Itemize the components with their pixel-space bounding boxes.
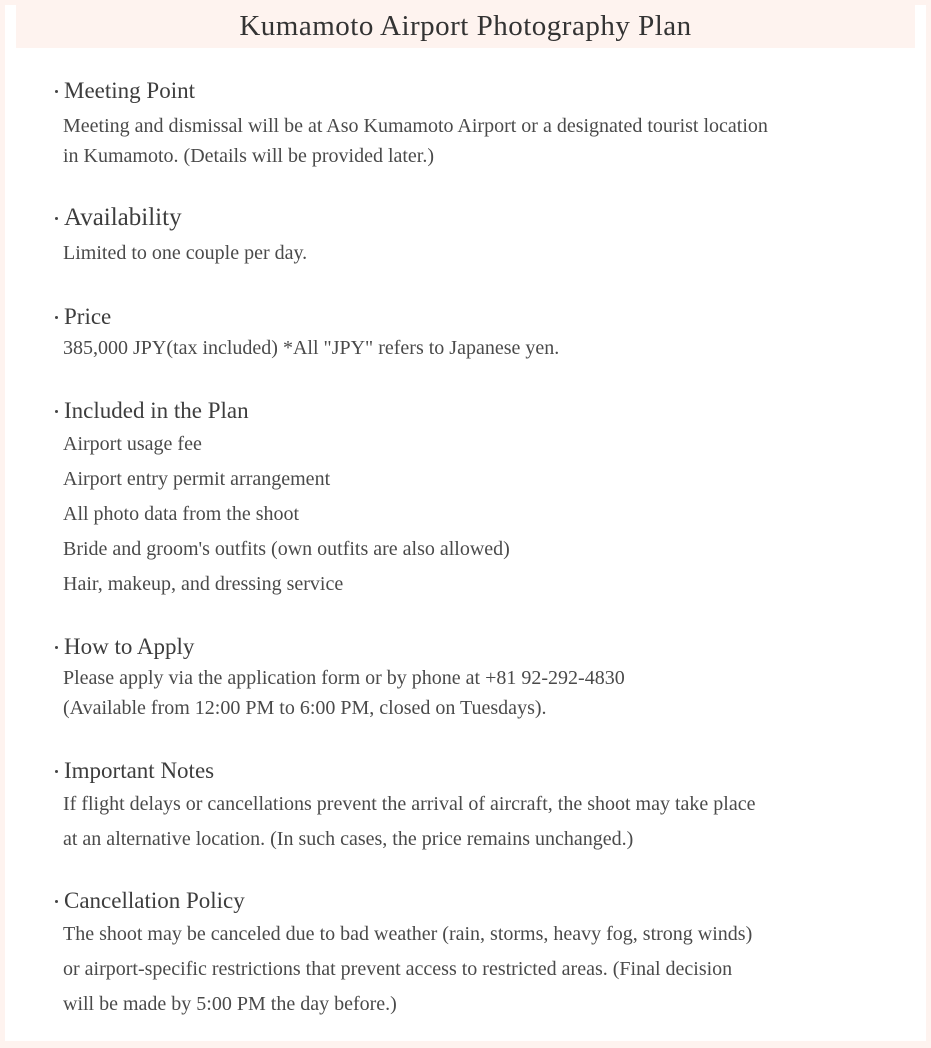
heading-text: Cancellation Policy	[64, 888, 245, 913]
bullet-icon	[55, 217, 58, 220]
bullet-icon	[55, 770, 58, 773]
section-important-notes	[53, 755, 913, 857]
body-line: in Kumamoto. (Details will be provided later.)	[63, 145, 435, 167]
section-heading	[53, 755, 913, 787]
included-item: All photo data from the shoot	[63, 503, 300, 525]
section-heading	[53, 202, 913, 234]
bullet-icon	[55, 90, 58, 93]
included-item: Airport entry permit arrangement	[63, 468, 331, 490]
heading-text: Meeting Point	[64, 78, 195, 103]
heading-text: Price	[64, 304, 112, 329]
heading-text: Important Notes	[64, 758, 215, 783]
body-line: The shoot may be canceled due to bad weather (rain, storms, heavy fog, strong winds)	[63, 923, 753, 945]
included-item: Hair, makeup, and dressing service	[63, 573, 344, 595]
plan-card	[5, 5, 926, 1041]
heading-text: How to Apply	[64, 634, 195, 659]
bullet-icon	[55, 316, 58, 319]
body-line: will be made by 5:00 PM the day before.)	[63, 993, 397, 1015]
section-heading	[53, 301, 913, 333]
body-line: Please apply via the application form or by phone at +81 92-292-4830	[63, 667, 625, 689]
bullet-icon	[55, 900, 58, 903]
body-line: 385,000 JPY(tax included) *All "JPY" refers to Japanese yen.	[63, 337, 560, 359]
section-included	[53, 395, 913, 602]
body-line: (Available from 12:00 PM to 6:00 PM, closed on Tuesdays).	[63, 697, 547, 719]
section-heading	[53, 395, 913, 427]
body-line: If flight delays or cancellations prevent the arrival of aircraft, the shoot may take place	[63, 793, 756, 815]
bullet-icon	[55, 410, 58, 413]
section-how-to-apply	[53, 631, 913, 723]
included-item: Bride and groom's outfits (own outfits are also allowed)	[63, 538, 510, 560]
body-line: Limited to one couple per day.	[63, 242, 308, 264]
body-line: at an alternative location. (In such cases, the price remains unchanged.)	[63, 828, 634, 850]
section-meeting-point	[53, 75, 913, 171]
section-heading	[53, 631, 913, 663]
included-item: Airport usage fee	[63, 433, 202, 455]
section-heading	[53, 75, 913, 107]
section-price	[53, 301, 913, 363]
page-title: Kumamoto Airport Photography Plan	[239, 10, 692, 42]
body-line: Meeting and dismissal will be at Aso Kumamoto Airport or a designated tourist location	[63, 115, 768, 137]
title-bar	[16, 5, 915, 48]
heading-text: Included in the Plan	[64, 398, 249, 423]
section-heading	[53, 885, 913, 917]
body-line: or airport-specific restrictions that prevent access to restricted areas. (Final decision	[63, 958, 733, 980]
section-cancellation-policy	[53, 885, 913, 1022]
heading-text: Availability	[64, 204, 182, 231]
section-availability	[53, 202, 913, 268]
bullet-icon	[55, 646, 58, 649]
